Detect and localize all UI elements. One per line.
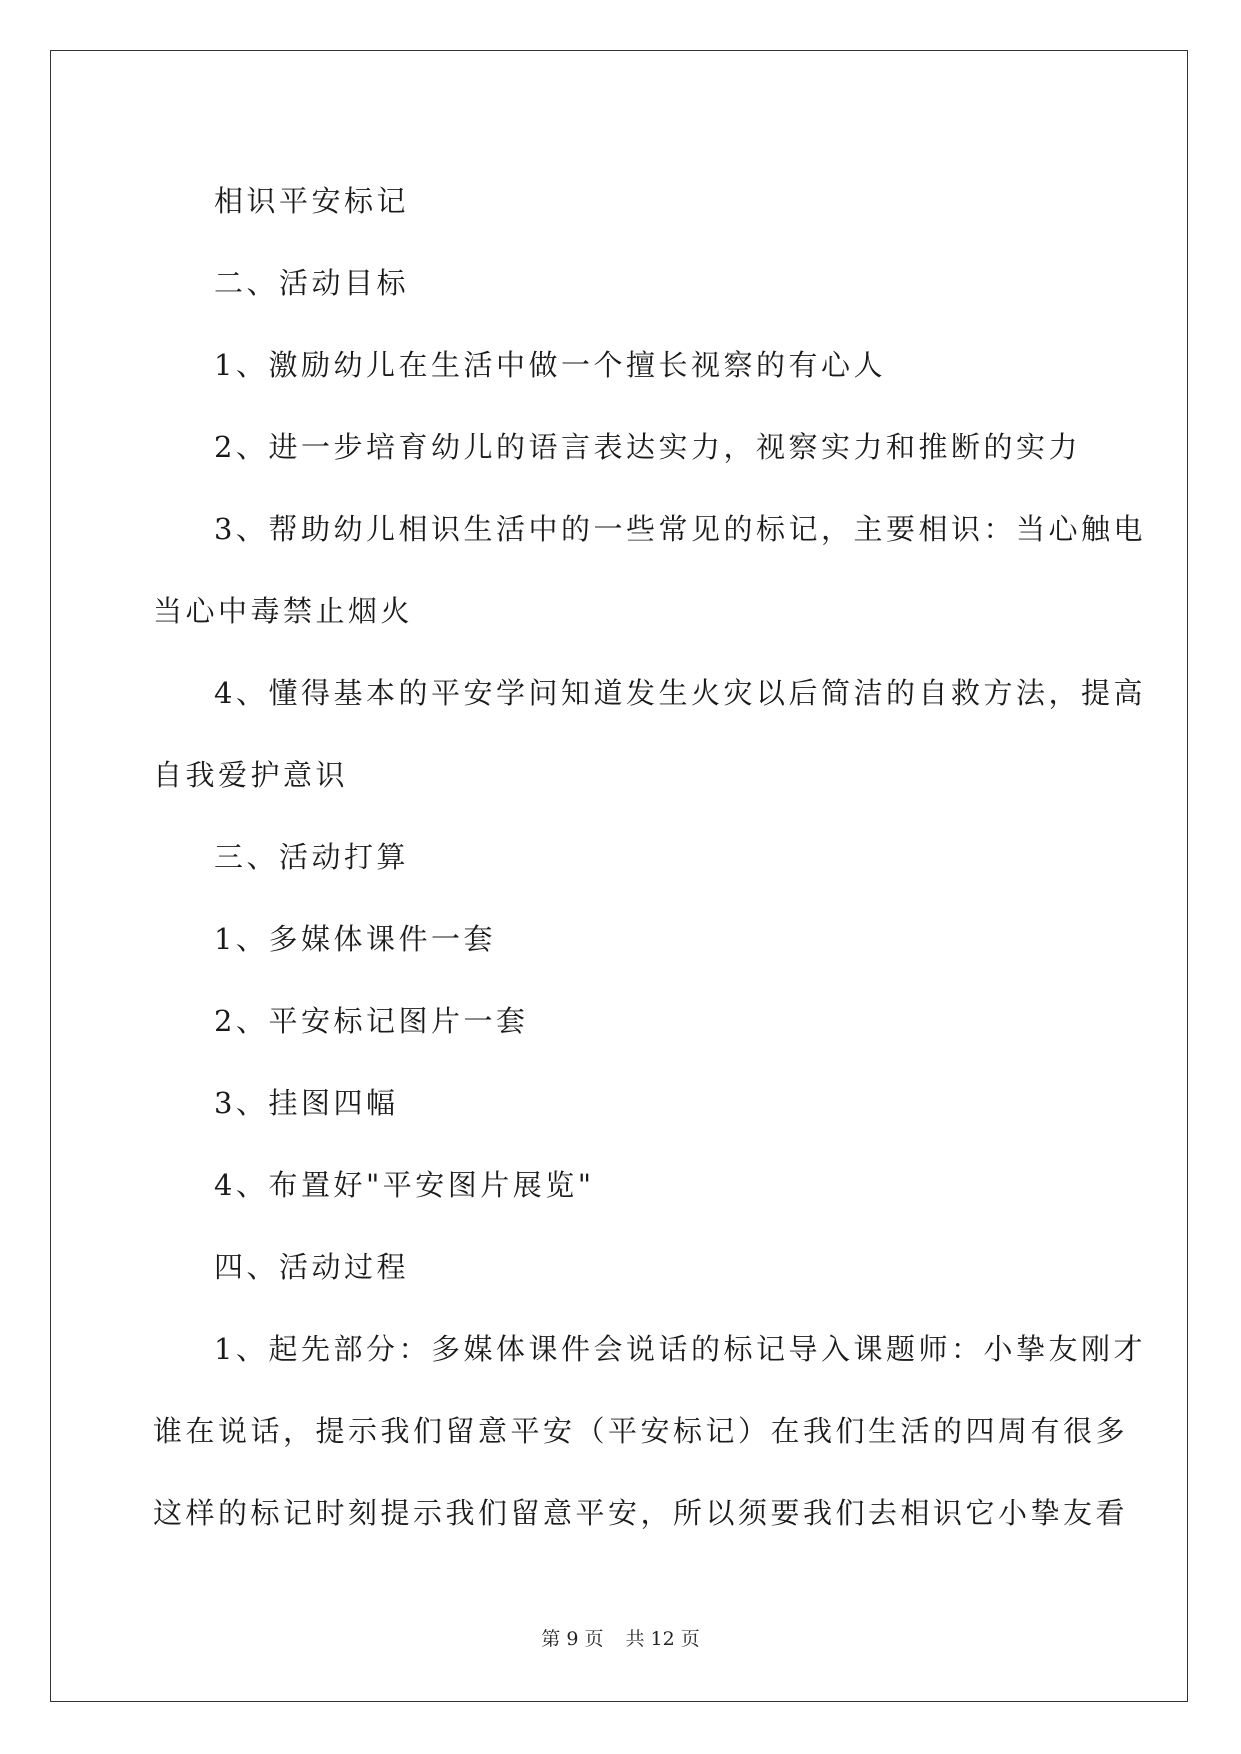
section-heading: 三、活动打算: [214, 840, 410, 874]
section-heading: 四、活动过程: [214, 1250, 410, 1284]
paragraph-continuation: 自我爱护意识: [153, 758, 349, 792]
page-number: 第 9 页: [541, 1628, 604, 1650]
paragraph-continuation: 这样的标记时刻提示我们留意平安，所以须要我们去相识它小挚友看: [153, 1496, 1129, 1530]
page-total: 共 12 页: [625, 1628, 700, 1650]
paragraph: 1、起先部分：多媒体课件会说话的标记导入课题师：小挚友刚才: [214, 1332, 1146, 1366]
section-heading: 二、活动目标: [214, 266, 410, 300]
paragraph: 1、多媒体课件一套: [214, 922, 496, 956]
paragraph-continuation: 当心中毒禁止烟火: [153, 594, 414, 628]
paragraph: 2、进一步培育幼儿的语言表达实力，视察实力和推断的实力: [214, 430, 1081, 464]
document-body: [153, 160, 1146, 1554]
page-footer: [0, 1624, 1241, 1651]
paragraph: 3、挂图四幅: [214, 1086, 399, 1120]
paragraph: 4、懂得基本的平安学问知道发生火灾以后简洁的自救方法，提高: [214, 676, 1146, 710]
paragraph-continuation: 谁在说话，提示我们留意平安（平安标记）在我们生活的四周有很多: [153, 1414, 1129, 1448]
paragraph: 4、布置好"平安图片展览": [214, 1168, 595, 1202]
paragraph: 2、平安标记图片一套: [214, 1004, 529, 1038]
paragraph: 1、激励幼儿在生活中做一个擅长视察的有心人: [214, 348, 886, 382]
paragraph: 3、帮助幼儿相识生活中的一些常见的标记，主要相识：当心触电: [214, 512, 1146, 546]
paragraph: 相识平安标记: [214, 184, 410, 218]
